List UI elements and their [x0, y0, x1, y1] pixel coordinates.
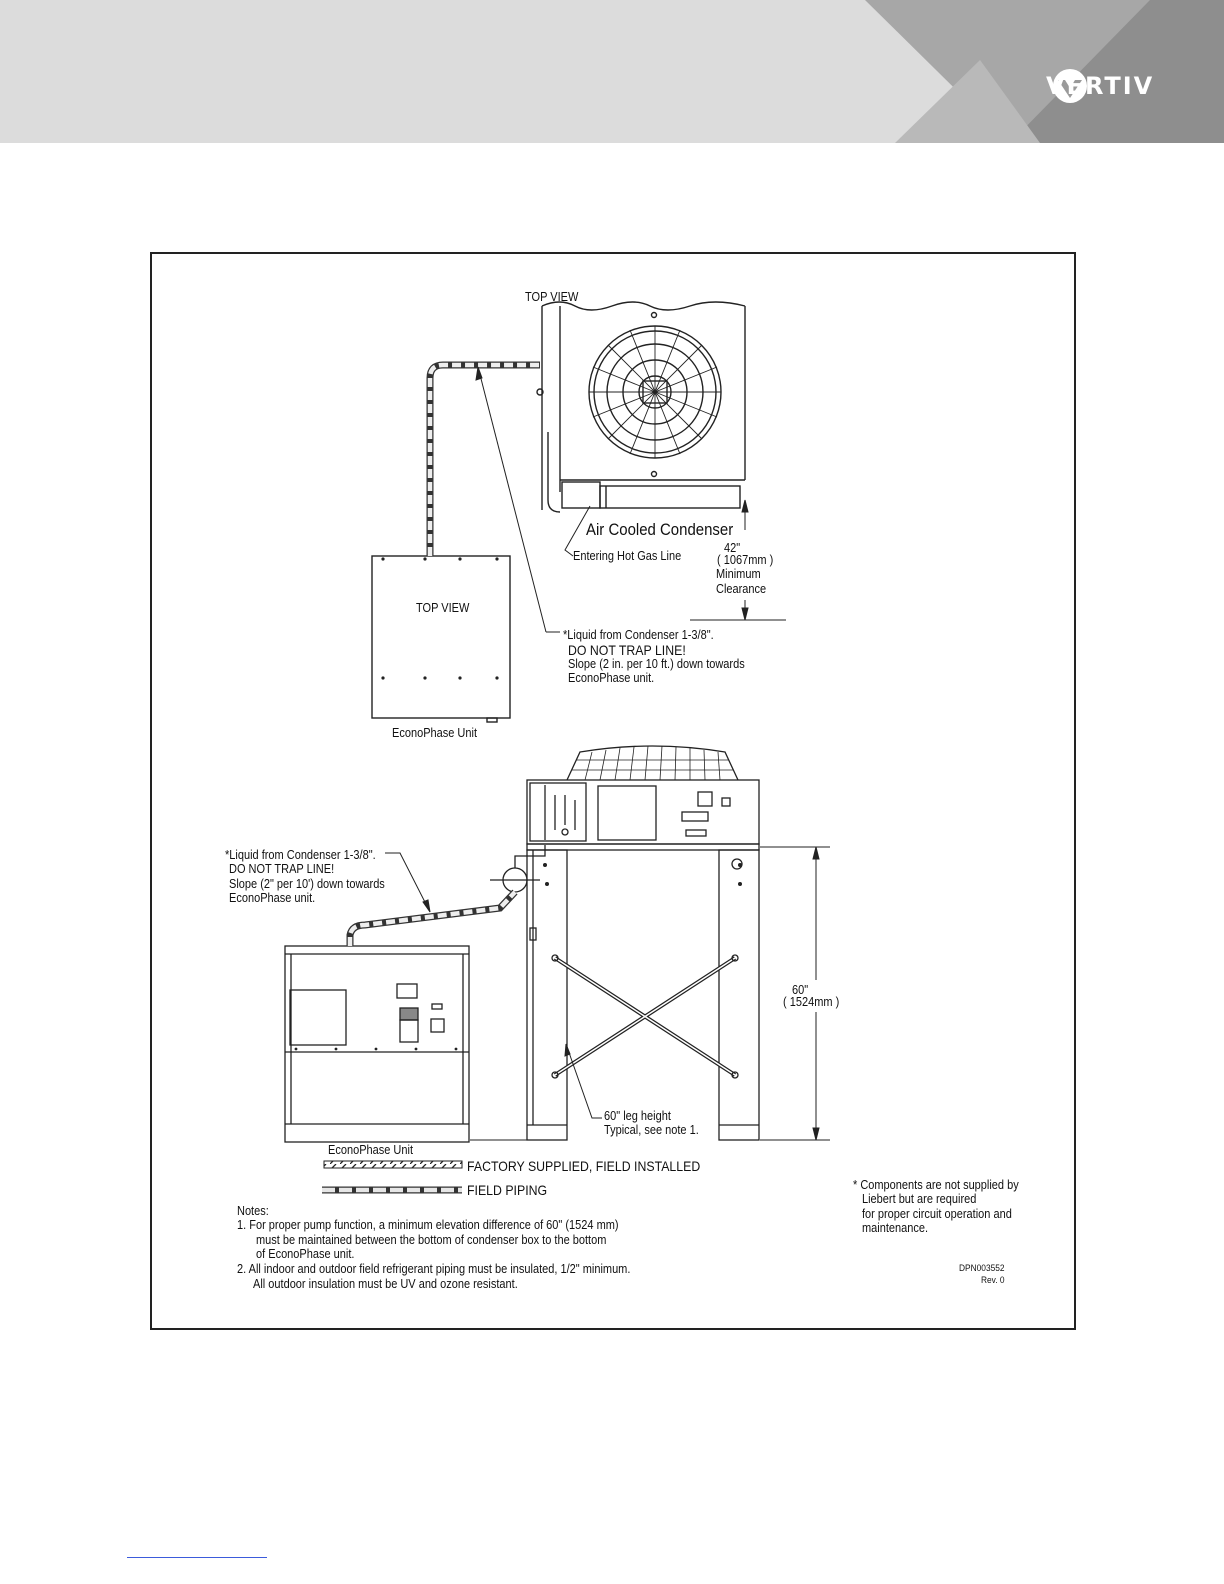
condenser-top-view	[537, 302, 745, 512]
econophase-front-view	[285, 946, 469, 1142]
liquid-note-top-line1: *Liquid from Condenser 1-3/8".	[563, 628, 714, 642]
condenser-top-view-label: TOP VIEW	[525, 290, 579, 304]
legend-field-label: FIELD PIPING	[467, 1182, 548, 1198]
components-note-line3: for proper circuit operation and	[862, 1207, 1012, 1221]
econophase-top-view-label: TOP VIEW	[416, 601, 470, 615]
liquid-note-bottom-line3: Slope (2" per 10') down towards	[229, 877, 385, 891]
note1-line1: 1. For proper pump function, a minimum elevation difference of 60" (1524 mm)	[237, 1218, 619, 1232]
components-note-line1: * Components are not supplied by	[853, 1178, 1019, 1192]
econophase-front-label: EconoPhase Unit	[328, 1143, 414, 1157]
footer-rule	[127, 1557, 267, 1558]
leg-height-line1: 60" leg height	[604, 1109, 671, 1123]
liquid-note-top-line4: EconoPhase unit.	[568, 671, 655, 685]
hot-gas-label: Entering Hot Gas Line	[573, 549, 682, 563]
condenser-label: Air Cooled Condenser	[586, 520, 734, 539]
brand-name: VERTIV	[1046, 72, 1155, 100]
liquid-note-top-line3: Slope (2 in. per 10 ft.) down towards	[568, 657, 745, 671]
note2-line2: All outdoor insulation must be UV and ozone resistant.	[253, 1277, 518, 1291]
components-note-line4: maintenance.	[862, 1221, 929, 1235]
clearance-line1: Minimum	[716, 567, 761, 581]
note2-line1: 2. All indoor and outdoor field refrigerant piping must be insulated, 1/2" minimum.	[237, 1262, 631, 1276]
components-note-line2: Liebert but are required	[862, 1192, 977, 1206]
height-metric: ( 1524mm )	[783, 995, 840, 1009]
leg-height-line2: Typical, see note 1.	[604, 1123, 699, 1137]
clearance-imperial: 42"	[724, 541, 741, 555]
econophase-top-label: EconoPhase Unit	[392, 726, 478, 740]
clearance-metric: ( 1067mm )	[717, 553, 774, 567]
height-dimension	[470, 847, 830, 1140]
notes-heading: Notes:	[237, 1204, 269, 1218]
note1-line2: must be maintained between the bottom of condenser box to the bottom	[256, 1233, 607, 1247]
field-piping-bottom	[350, 892, 515, 946]
liquid-note-bottom-line4: EconoPhase unit.	[229, 891, 316, 905]
clearance-line2: Clearance	[716, 582, 767, 596]
height-imperial: 60"	[792, 983, 809, 997]
liquid-leader-bottom	[385, 853, 430, 912]
legend-factory-sample	[324, 1161, 462, 1168]
condenser-front-view	[527, 746, 759, 1140]
valve	[490, 845, 545, 892]
legend-factory-label: FACTORY SUPPLIED, FIELD INSTALLED	[467, 1158, 701, 1174]
liquid-note-bottom-line1: *Liquid from Condenser 1-3/8".	[225, 848, 376, 862]
note1-line3: of EconoPhase unit.	[256, 1247, 355, 1261]
liquid-note-top-line2: DO NOT TRAP LINE!	[568, 642, 686, 658]
liquid-note-bottom-line2: DO NOT TRAP LINE!	[229, 862, 335, 876]
revision: Rev. 0	[981, 1275, 1005, 1286]
econophase-top-view	[372, 556, 510, 722]
doc-number: DPN003552	[959, 1263, 1005, 1274]
